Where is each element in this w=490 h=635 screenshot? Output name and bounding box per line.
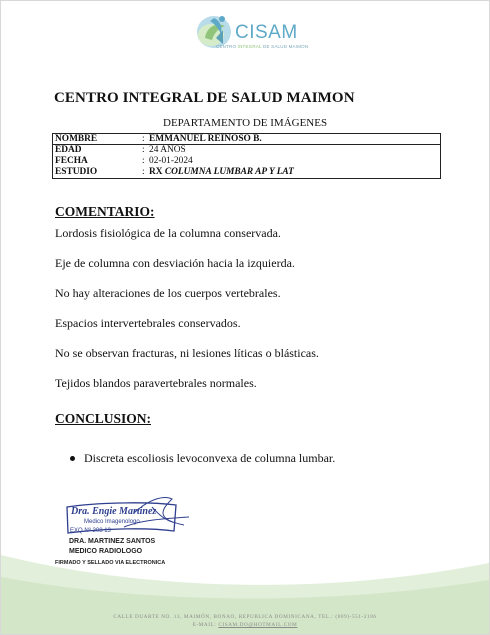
doctor-title: MEDICO RADIOLOGO	[69, 548, 143, 555]
patient-info-box: NOMBRE : EMMANUEL REINOSO B. EDAD : 24 AÑOS FECHA : 02-01-2024 ESTUDIO : RX COLUMNA LUMBAR AP Y LAT	[52, 133, 441, 179]
doctor-name: DRA. MARTINEZ SANTOS	[69, 538, 156, 545]
department-title: DEPARTAMENTO DE IMÁGENES	[163, 117, 328, 129]
email-link[interactable]: CISAM.DO@HOTMAIL.COM	[218, 622, 298, 628]
svg-text:EXQ Nº 208 13: EXQ Nº 208 13	[70, 528, 111, 534]
logo-tagline: CENTRO INTEGRAL DE SALUD MAIMON	[216, 44, 309, 49]
comment-heading: COMENTARIO:	[55, 204, 155, 219]
finding-item: No hay alteraciones de los cuerpos vertebrales.	[55, 286, 281, 300]
signature-stamp	[64, 493, 192, 537]
finding-item: Tejidos blandos paravertebrales normales.	[55, 376, 257, 390]
study-date: 02-01-2024	[149, 156, 193, 166]
finding-item: Eje de columna con desviación hacia la izquierda.	[55, 256, 295, 270]
patient-name: EMMANUEL REINOSO B.	[149, 134, 262, 144]
bullet-icon	[70, 456, 75, 461]
study-type: RX COLUMNA LUMBAR AP Y LAT	[149, 167, 294, 177]
finding-item: Lordosis fisiológica de la columna conservada.	[55, 226, 281, 240]
logo	[192, 8, 307, 54]
conclusion-heading: CONCLUSION:	[55, 411, 152, 426]
patient-age: 24 AÑOS	[149, 145, 186, 155]
signature-note: FIRMADO Y SELLADO VIA ELECTRONICA	[55, 560, 166, 566]
footer-address: CALLE DUARTE NO. 13, MAIMÓN, BONAO, REPUBLICA DOMINICANA, TEL.: (809)-551-2186	[113, 614, 377, 620]
finding-item: No se observan fracturas, ni lesiones líticas o blásticas.	[55, 346, 319, 360]
svg-text:Medico Imagenologo: Medico Imagenologo	[84, 519, 140, 525]
svg-text:Dra. Engie Martinez: Dra. Engie Martinez	[71, 506, 157, 517]
logo-name: CISAM	[235, 22, 298, 43]
footer-email: E-MAIL: CISAM.DO@HOTMAIL.COM	[192, 622, 298, 628]
center-title: CENTRO INTEGRAL DE SALUD MAIMON	[54, 90, 355, 106]
finding-item: Espacios intervertebrales conservados.	[55, 316, 241, 330]
